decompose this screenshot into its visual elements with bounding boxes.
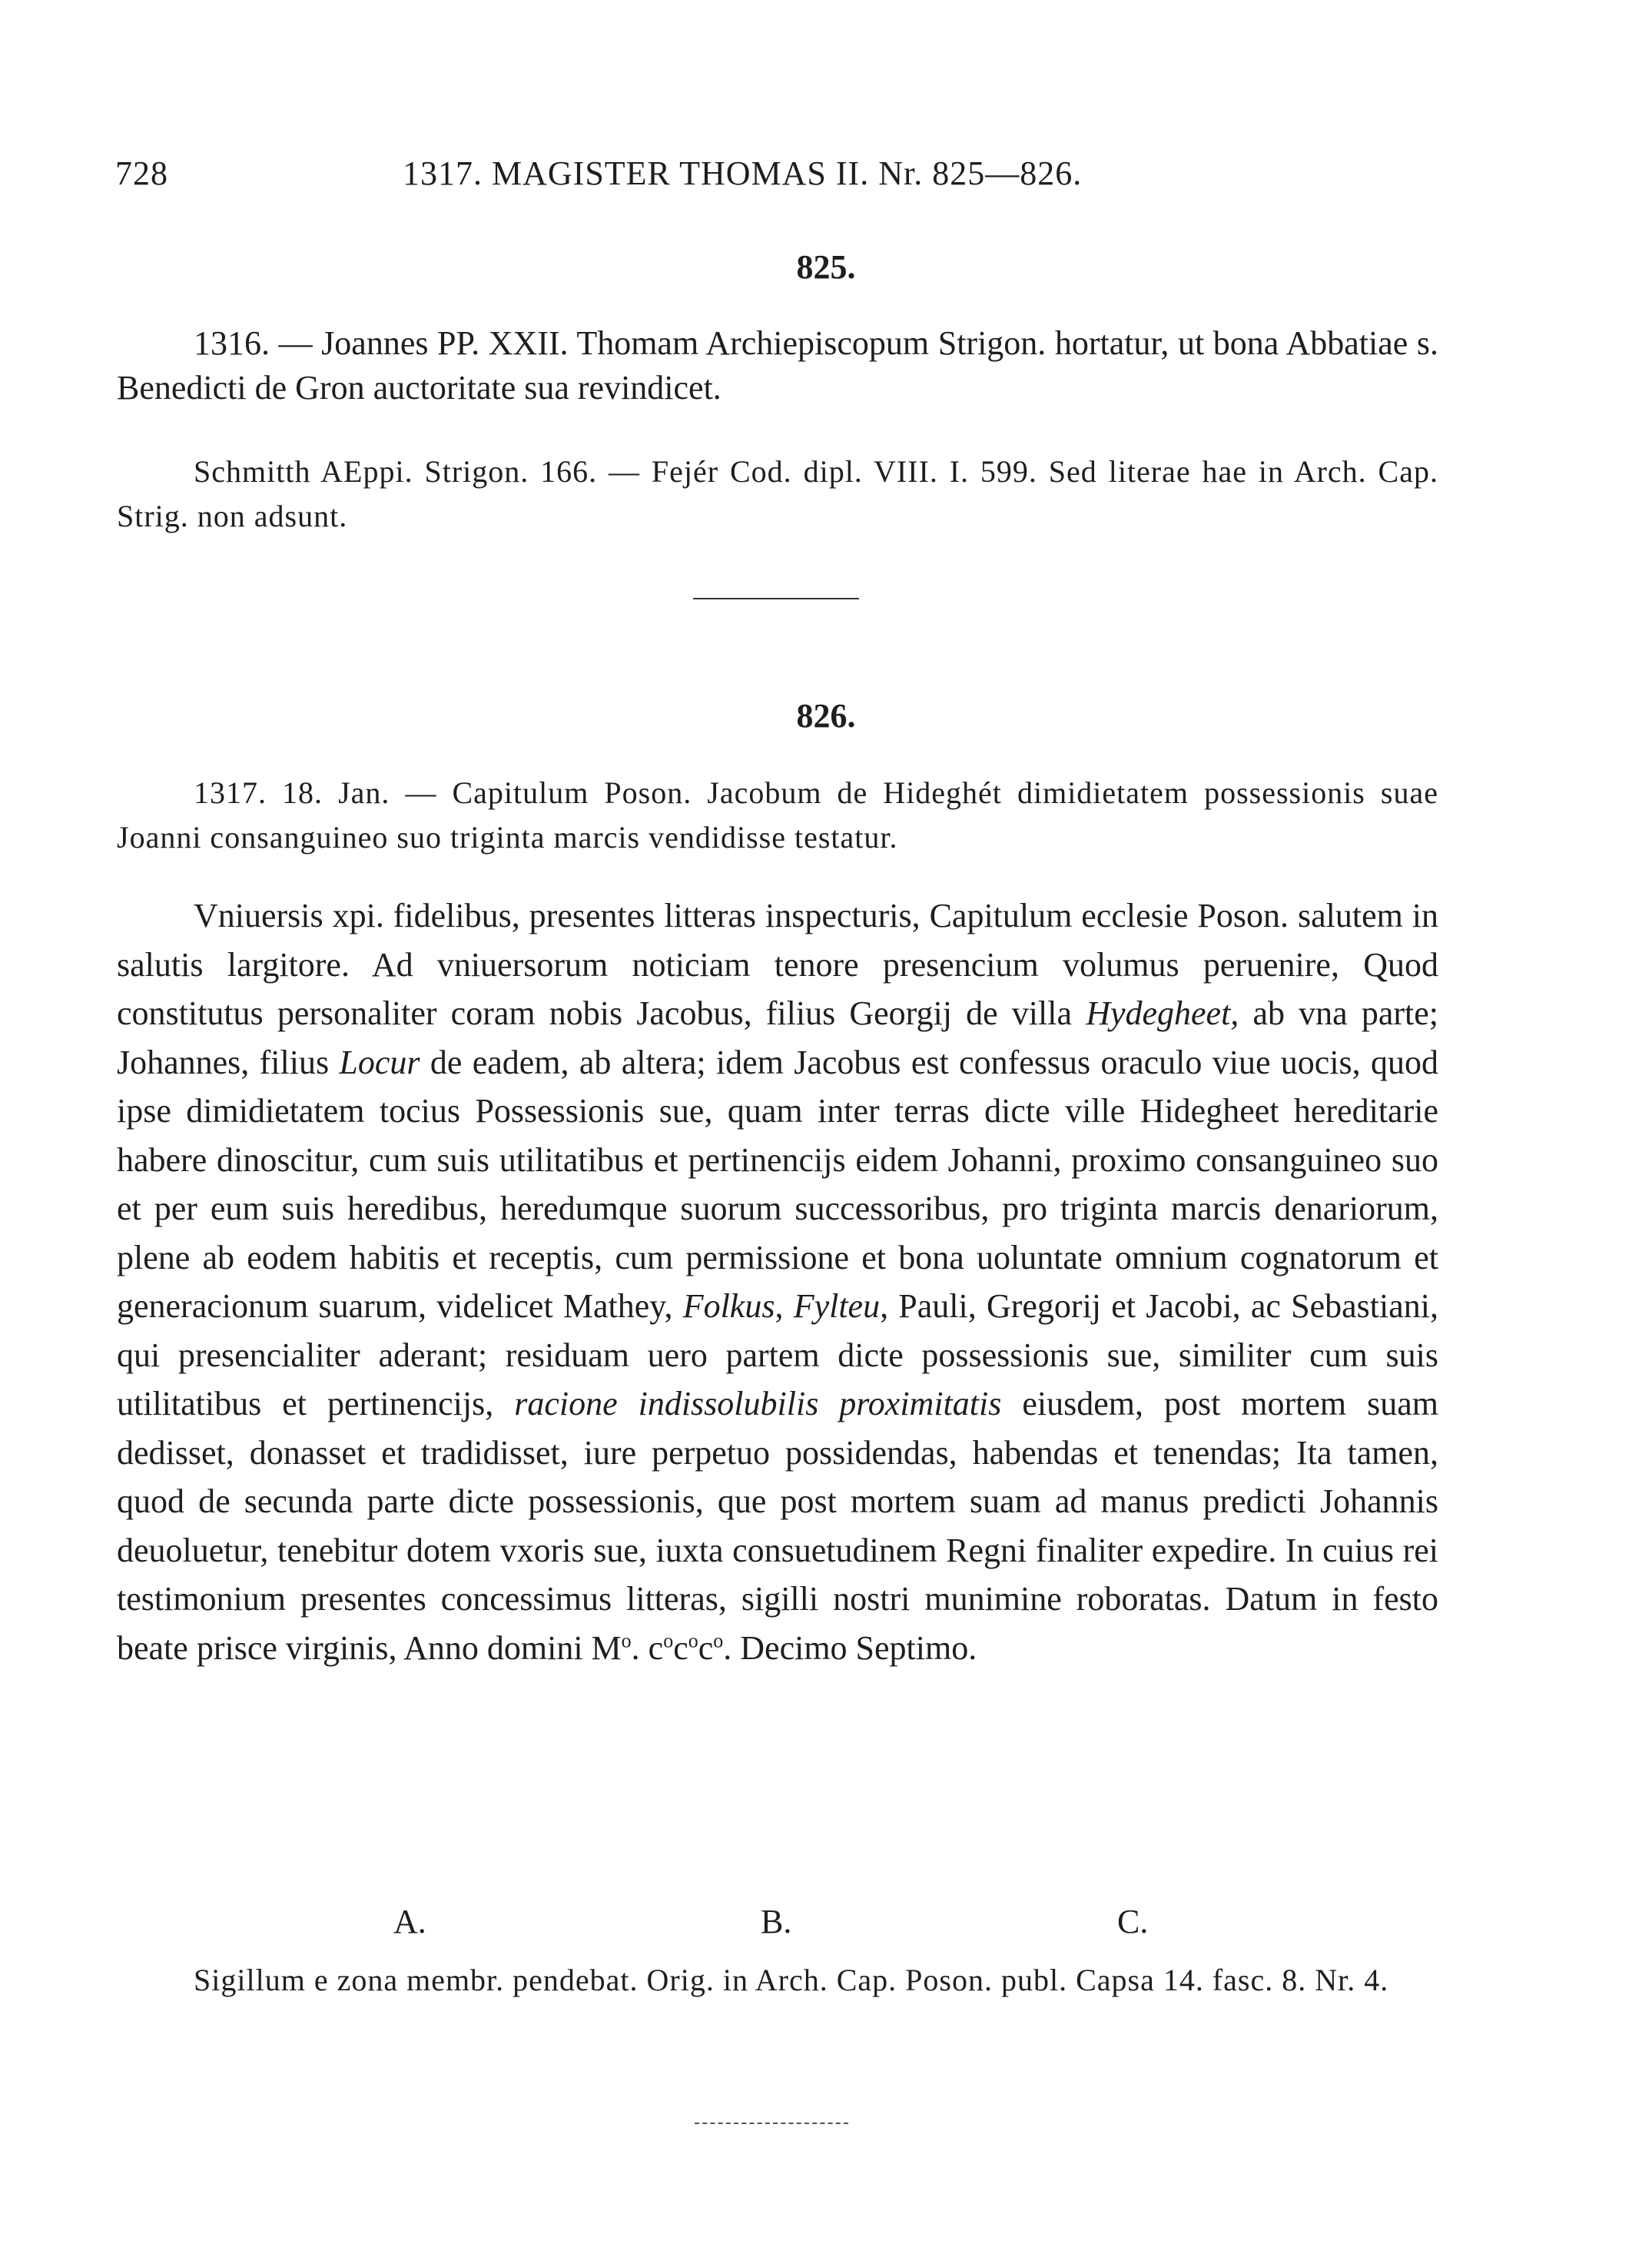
- charter-text-part: Vniuersis xpi. fidelibus, presentes litteras inspecturis, Capitulum ecclesie Poson. salutem in salutis largitore. Ad vniuersorum noticiam tenore presencium volumus peruenire, Quod constitutus personaliter coram nobis Jacobus, filius Georgij de villa: [117, 897, 1438, 1032]
- page-number: 728: [115, 154, 168, 192]
- superscript: o: [621, 1628, 632, 1651]
- chirograph-letter-b: B.: [761, 1903, 792, 1940]
- italic-place-name: Hydegheet,: [1086, 994, 1239, 1032]
- entry-826-regest: [117, 771, 1438, 860]
- entry-825-regest: [117, 321, 1438, 410]
- italic-phrase: racione indissolubilis proximitatis: [514, 1385, 1002, 1422]
- charter-text-part: c: [698, 1628, 714, 1667]
- charter-text-part: eiusdem, post mortem suam dedisset, donasset et tradidisset, iure perpetuo possidendas, habendas et tenendas; Ita tamen, quod de secunda parte dicte possessionis, que post mortem suam ad manus predicti Johannis deuoluetur, tenebitur dotem vxoris sue, iuxta consuetudinem Regni finaliter expedire. In cuius rei testimonium presentes concessimus litteras, sigilli nostri munimine roboratas. Datum in festo beate prisce virginis, Anno domini M: [117, 1385, 1438, 1667]
- charter-text: [117, 891, 1438, 1672]
- charter-text-part: . Decimo Septimo.: [723, 1628, 977, 1667]
- chirograph-letter-c: C.: [1117, 1903, 1149, 1940]
- italic-name: Locur: [339, 1043, 420, 1081]
- charter-text-part: ,: [775, 1287, 794, 1325]
- chirograph-letter-a: A.: [393, 1903, 426, 1940]
- charter-text-part: ab vna parte; Johannes, filius: [117, 994, 1439, 1081]
- superscript: o: [713, 1628, 724, 1651]
- bottom-divider: [695, 2123, 848, 2124]
- charter-text-part: de eadem, ab altera; idem Jacobus est confessus oraculo viue uocis, quod ipse dimidietatem tocius Possessionis sue, quam inter terras dicte ville Hidegheet hereditarie habere dinoscitur, cum suis utilitatibus et pertinencijs eidem Johanni, proximo consanguineo suo et per eum suis heredibus, heredumque suorum successoribus, pro triginta marcis denariorum, plene ab eodem habitis et receptis, cum permissione et bona uoluntate omnium cognatorum et generacionum suarum, videlicet Mathey,: [117, 1043, 1438, 1325]
- superscript: o: [663, 1628, 674, 1651]
- italic-name: Folkus: [682, 1287, 775, 1325]
- running-title: 1317. MAGISTER THOMAS II. Nr. 825—826.: [403, 154, 1083, 192]
- entry-826-number: 826.: [796, 697, 856, 735]
- italic-name: Fylteu: [793, 1287, 881, 1325]
- entry-825-number: 825.: [796, 248, 856, 286]
- entry-826-source-note: [117, 1958, 1438, 2003]
- entry-826-note-text: Sigillum e zona membr. pendebat. Orig. in Arch. Cap. Poson. publ. Capsa 14. fasc. 8. Nr. 4.: [194, 1963, 1389, 1997]
- superscript: o: [688, 1628, 698, 1651]
- section-divider: [693, 598, 859, 599]
- charter-text-part: . c: [631, 1628, 664, 1667]
- charter-text-part: , Pauli, Gregorij et Jacobi, ac Sebastiani, qui presencialiter aderant; residuam uero partem dicte possessionis sue, similiter cum suis utilitatibus et pertinencijs,: [117, 1287, 1438, 1422]
- entry-825-regest-text: 1316. — Joannes PP. XXII. Thomam Archiepiscopum Strigon. hortatur, ut bona Abbatiae s. Benedicti de Gron auctoritate sua revindicet.: [117, 324, 1438, 407]
- entry-825-source-note: [117, 450, 1438, 539]
- entry-825-note-text: Schmitth AEppi. Strigon. 166. — Fejér Cod. dipl. VIII. I. 599. Sed literae hae in Arch. Cap. Strig. non adsunt.: [117, 454, 1438, 533]
- charter-text-part: c: [673, 1628, 688, 1667]
- entry-826-regest-text: 1317. 18. Jan. — Capitulum Poson. Jacobum de Hideghét dimidietatem possessionis suae Joanni consanguineo suo triginta marcis vendidisse testatur.: [117, 775, 1438, 855]
